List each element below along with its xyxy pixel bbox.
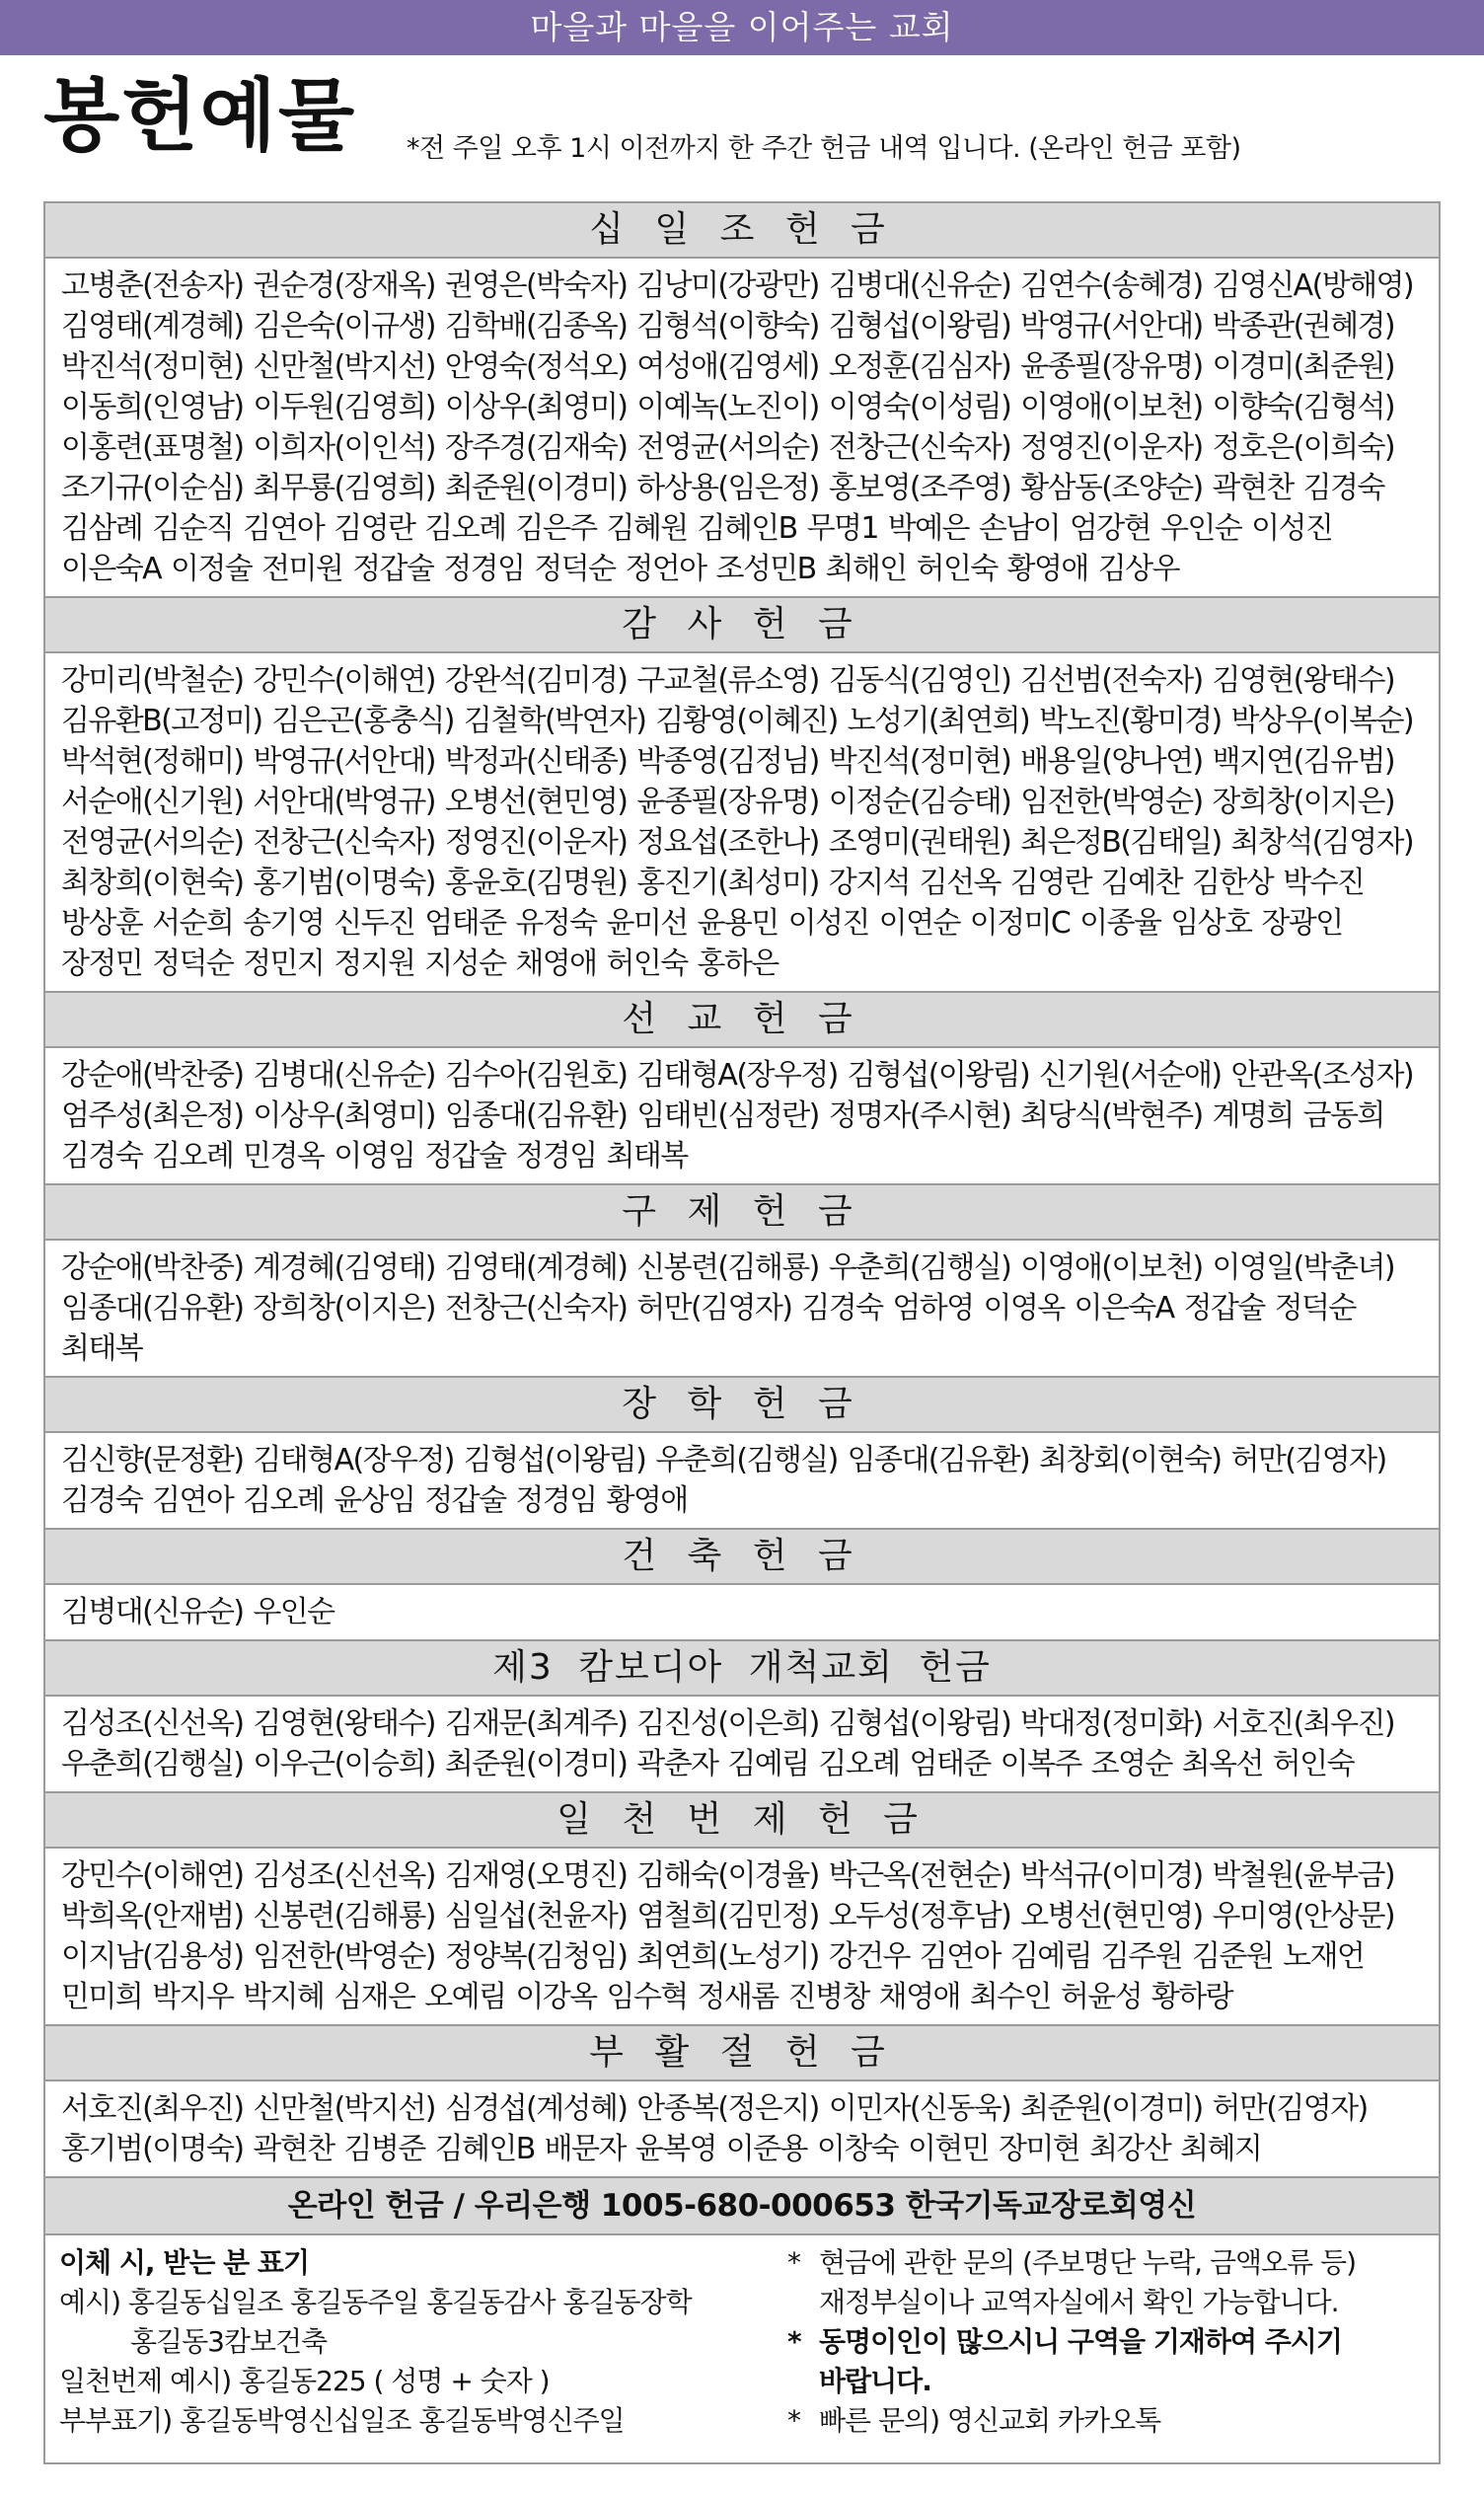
section-header: 감 사 헌 금	[45, 598, 1439, 653]
donor-line: 김신향(문정환) 김태형A(장우정) 김형섭(이왕림) 우춘희(김행실) 임종대(김유환) 최창회(이현숙) 허만(김영자)	[61, 1443, 1386, 1477]
note-bullet: *	[787, 2325, 801, 2358]
inquiry-note-1-cont: 재정부실이나 교역자실에서 확인 가능합니다.	[819, 2286, 1339, 2318]
inquiry-note-2-text: 동명이인이 많으시니 구역을 기재하여 주시기	[819, 2325, 1342, 2358]
donor-line: 우춘희(김행실) 이우근(이승희) 최준원(이경미) 곽춘자 김예림 김오례 엄태준 이복주 조영순 최옥선 허인숙	[61, 1747, 1354, 1781]
offering-list	[43, 201, 1441, 2464]
section-header: 선 교 헌 금	[45, 993, 1439, 1048]
transfer-instructions	[59, 2243, 809, 2441]
transfer-example-2: 일천번제 예시) 홍길동225 ( 성명 + 숫자 )	[59, 2365, 550, 2397]
online-offering-account: 온라인 헌금 / 우리은행 1005-680-000653 한국기독교장로회영신	[45, 2178, 1439, 2235]
notes-area	[45, 2235, 1439, 2462]
inquiry-note-2-cont: 바랍니다.	[819, 2365, 931, 2397]
section-header: 구 제 헌 금	[45, 1185, 1439, 1241]
donor-line: 김영태(계경혜) 김은숙(이규생) 김학배(김종옥) 김형석(이향숙) 김형섭(이왕림) 박영규(서안대) 박종관(권혜경)	[61, 309, 1395, 343]
donor-line: 강민수(이해연) 김성조(신선옥) 김재영(오명진) 김해숙(이경율) 박근옥(전현순) 박석규(이미경) 박철원(윤부금)	[61, 1858, 1395, 1893]
section-names	[45, 1585, 1439, 1641]
page-title: 봉헌예물	[43, 70, 357, 162]
donor-line: 이홍련(표명철) 이희자(이인석) 장주경(김재숙) 전영균(서의순) 전창근(신숙자) 정영진(이운자) 정호은(이희숙)	[61, 430, 1395, 465]
section-header: 건 축 헌 금	[45, 1530, 1439, 1585]
donor-line: 김성조(신선옥) 김영현(왕태수) 김재문(최계주) 김진성(이은희) 김형섭(이왕림) 박대정(정미화) 서호진(최우진)	[61, 1706, 1395, 1741]
donor-line: 이은숙A 이정술 전미원 정갑술 정경임 정덕순 정언아 조성민B 최해인 허인숙 황영애 김상우	[61, 552, 1179, 586]
donor-line: 최창희(이현숙) 홍기범(이명숙) 홍윤호(김명원) 홍진기(최성미) 강지석 김선옥 김영란 김예찬 김한상 박수진	[61, 866, 1365, 900]
donor-line: 방상훈 서순희 송기영 신두진 엄태준 유정숙 윤미선 윤용민 이성진 이연순 이정미C 이종율 임상호 장광인	[61, 906, 1343, 941]
donor-line: 서순애(신기원) 서안대(박영규) 오병선(현민영) 윤종필(장유명) 이정순(김승태) 임전한(박영순) 장희창(이지은)	[61, 785, 1395, 819]
note-bullet: *	[787, 2404, 800, 2437]
donor-line: 서호진(최우진) 신만철(박지선) 심경섭(계성혜) 안종복(정은지) 이민자(신동욱) 최준원(이경미) 허만(김영자)	[61, 2091, 1368, 2126]
top-banner: 마을과 마을을 이어주는 교회	[0, 0, 1484, 55]
donor-line: 박진석(정미현) 신만철(박지선) 안영숙(정석오) 여성애(김영세) 오정훈(김심자) 윤종필(장유명) 이경미(최준원)	[61, 349, 1395, 384]
donor-line: 박희옥(안재범) 신봉련(김해룡) 심일섭(천윤자) 염철희(김민정) 오두성(정후남) 오병선(현민영) 우미영(안상문)	[61, 1899, 1395, 1933]
page-subtitle: *전 주일 오후 1시 이전까지 한 주간 헌금 내역 입니다. (온라인 헌금 포함)	[407, 133, 1241, 164]
donor-line: 최태복	[61, 1331, 143, 1366]
donor-line: 조기규(이순심) 최무룡(김영희) 최준원(이경미) 하상용(임은정) 홍보영(조주영) 황삼동(조양순) 곽현찬 김경숙	[61, 471, 1384, 505]
section-header: 일 천 번 제 헌 금	[45, 1793, 1439, 1849]
inquiry-note-3	[787, 2401, 1429, 2441]
donor-line: 홍기범(이명숙) 곽현찬 김병준 김혜인B 배문자 윤복영 이준용 이창숙 이현민 장미현 최강산 최혜지	[61, 2132, 1262, 2166]
donor-line: 강순애(박찬중) 계경혜(김영태) 김영태(계경혜) 신봉련(김해룡) 우춘희(김행실) 이영애(이보천) 이영일(박춘녀)	[61, 1250, 1395, 1285]
donor-line: 엄주성(최은정) 이상우(최영미) 임종대(김유환) 임태빈(심정란) 정명자(주시현) 최당식(박현주) 계명희 금동희	[61, 1098, 1384, 1133]
section-names	[45, 1697, 1439, 1793]
donor-line: 강미리(박철순) 강민수(이해연) 강완석(김미경) 구교철(류소영) 김동식(김영인) 김선범(전숙자) 김영현(왕태수)	[61, 663, 1395, 698]
donor-line: 고병춘(전송자) 권순경(장재옥) 권영은(박숙자) 김낭미(강광만) 김병대(신유순) 김연수(송혜경) 김영신A(방해영)	[61, 268, 1413, 303]
donor-line: 이동희(인영남) 이두원(김영희) 이상우(최영미) 이예녹(노진이) 이영숙(이성림) 이영애(이보천) 이향숙(김형석)	[61, 390, 1395, 424]
donor-line: 임종대(김유환) 장희창(이지은) 전창근(신숙자) 허만(김영자) 김경숙 엄하영 이영옥 이은숙A 정갑술 정덕순	[61, 1291, 1356, 1325]
section-header: 제3 캄보디아 개척교회 헌금	[45, 1641, 1439, 1697]
section-names	[45, 2081, 1439, 2178]
transfer-example-1: 예시) 홍길동십일조 홍길동주일 홍길동감사 홍길동장학	[59, 2286, 692, 2318]
section-header: 부 활 절 헌 금	[45, 2026, 1439, 2081]
section-header: 십 일 조 헌 금	[45, 203, 1439, 259]
transfer-example-3: 부부표기) 홍길동박영신십일조 홍길동박영신주일	[59, 2404, 625, 2437]
donor-line: 김병대(신유순) 우인순	[61, 1595, 334, 1629]
donor-line: 장정민 정덕순 정민지 정지원 지성순 채영애 허인숙 홍하은	[61, 946, 779, 981]
note-bullet: *	[787, 2246, 800, 2279]
section-header: 장 학 헌 금	[45, 1378, 1439, 1433]
donor-line: 박석현(정해미) 박영규(서안대) 박정과(신태종) 박종영(김정님) 박진석(정미현) 배용일(양나연) 백지연(김유범)	[61, 744, 1395, 779]
inquiry-note-2	[787, 2322, 1429, 2362]
offering-sections	[45, 203, 1439, 2178]
donor-line: 이지남(김용성) 임전한(박영순) 정양복(김청임) 최연희(노성기) 강건우 김연아 김예림 김주원 김준원 노재언	[61, 1939, 1365, 1974]
inquiry-notes	[787, 2243, 1429, 2441]
donor-line: 전영균(서의순) 전창근(신숙자) 정영진(이운자) 정요섭(조한나) 조영미(권태원) 최은정B(김태일) 최창석(김영자)	[61, 825, 1414, 860]
donor-line: 김삼례 김순직 김연아 김영란 김오례 김은주 김혜원 김혜인B 무명1 박예은 손남이 엄강현 우인순 이성진	[61, 511, 1333, 546]
donor-line: 강순애(박찬중) 김병대(신유순) 김수아(김원호) 김태형A(장우정) 김형섭(이왕림) 신기원(서순애) 안관옥(조성자)	[61, 1058, 1413, 1093]
donor-line: 김경숙 김연아 김오례 윤상임 정갑술 정경임 황영애	[61, 1483, 688, 1518]
section-names	[45, 1849, 1439, 2026]
transfer-heading: 이체 시, 받는 분 표기	[59, 2246, 310, 2279]
inquiry-note-3-text: 빠른 문의) 영신교회 카카오톡	[819, 2404, 1161, 2437]
section-names	[45, 1433, 1439, 1530]
section-names	[45, 1241, 1439, 1378]
donor-line: 김유환B(고정미) 김은곤(홍충식) 김철학(박연자) 김황영(이혜진) 노성기(최연희) 박노진(황미경) 박상우(이복순)	[61, 704, 1414, 738]
inquiry-note-1	[787, 2243, 1429, 2283]
transfer-example-1-cont: 홍길동3캄보건축	[130, 2325, 328, 2358]
donor-line: 민미희 박지우 박지혜 심재은 오예림 이강옥 임수혁 정새롬 진병창 채영애 최수인 허윤성 황하랑	[61, 1980, 1233, 2014]
inquiry-note-1-text: 현금에 관한 문의 (주보명단 누락, 금액오류 등)	[819, 2246, 1357, 2279]
donor-line: 김경숙 김오례 민경옥 이영임 정갑술 정경임 최태복	[61, 1139, 688, 1173]
section-names	[45, 259, 1439, 598]
section-names	[45, 1048, 1439, 1185]
section-names	[45, 653, 1439, 993]
